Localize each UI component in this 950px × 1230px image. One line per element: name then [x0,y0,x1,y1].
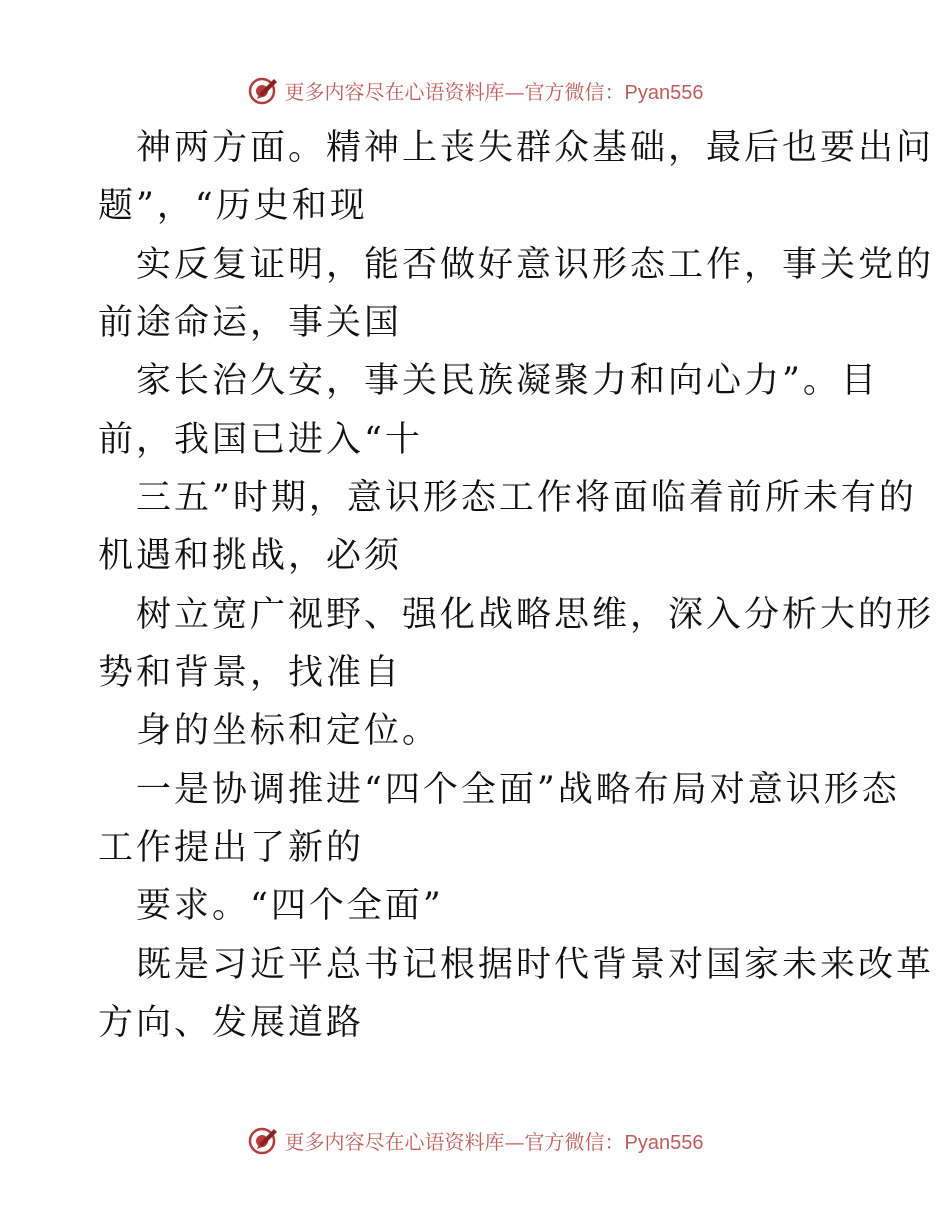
header-separator: — [504,79,525,104]
header-banner [0,70,950,110]
header-wechat-id: Pyan556 [624,81,704,104]
body-line-13: 工作提出了新的 [98,828,365,868]
body-line-5: 家长治久安，事关民族凝聚力和向心力”。目 [136,361,879,401]
pen-logo-icon [247,1124,279,1156]
body-line-6: 前，我国已进入“十 [98,420,423,460]
body-line-14: 要求。“四个全面” [136,886,444,926]
header-wechat-label: 官方微信： [524,79,625,104]
body-line-3: 实反复证明，能否做好意识形态工作，事关党的 [136,245,935,285]
body-line-16: 方向、发展道路 [98,1003,365,1043]
body-line-11: 身的坐标和定位。 [136,711,441,751]
body-line-9: 树立宽广视野、强化战略思维，深入分析大的形 [136,595,935,635]
pen-logo-icon [247,74,279,106]
body-line-10: 势和背景，找准自 [98,653,403,693]
body-line-12: 一是协调推进“四个全面”战略布局对意识形态 [136,770,900,810]
body-line-2: 题”，“历史和现 [98,186,368,226]
footer-banner [0,1120,950,1160]
footer-wechat-label: 官方微信： [524,1129,625,1154]
footer-watermark-text [285,1126,704,1155]
header-brand-text: 更多内容尽在心语资料库 [284,79,505,104]
footer-separator: — [504,1129,525,1154]
body-line-4: 前途命运，事关国 [98,303,403,343]
header-watermark-text [285,76,704,105]
footer-wechat-id: Pyan556 [624,1131,704,1154]
footer-brand-text: 更多内容尽在心语资料库 [284,1129,505,1154]
body-line-7: 三五”时期，意识形态工作将面临着前所未有的 [136,478,917,518]
body-line-8: 机遇和挑战，必须 [98,536,403,576]
body-line-1: 神两方面。精神上丧失群众基础，最后也要出问 [136,128,935,168]
body-line-15: 既是习近平总书记根据时代背景对国家未来改革 [136,945,935,985]
